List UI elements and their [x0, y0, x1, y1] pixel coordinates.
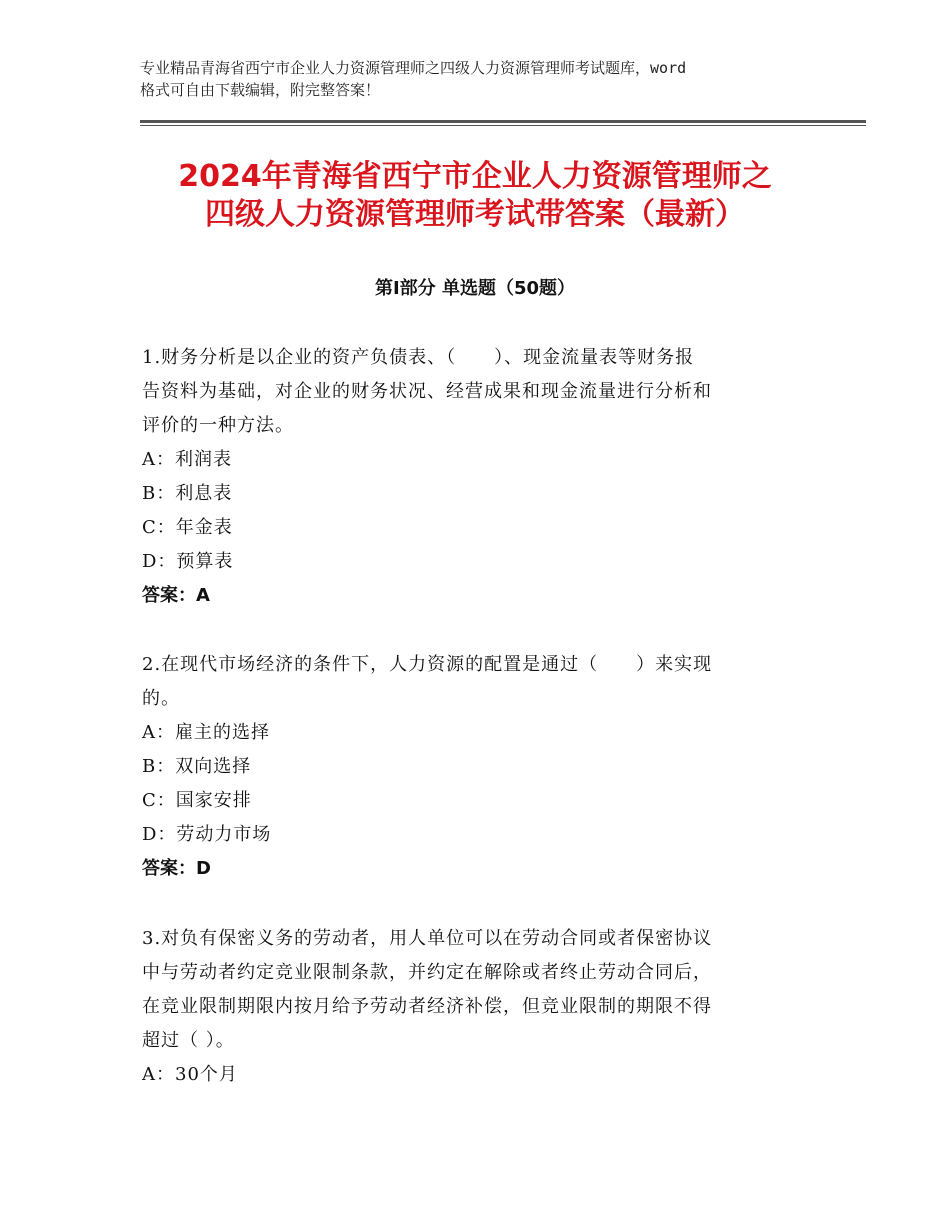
header-divider-thick: [140, 120, 866, 123]
option-a: A：利润表: [142, 449, 232, 470]
question-text-line: 中与劳动者约定竞业限制条款，并约定在解除或者终止劳动合同后，: [142, 962, 712, 983]
header-note-line-1: 专业精品青海省西宁市企业人力资源管理师之四级人力资源管理师考试题库，word: [140, 59, 687, 77]
question-3: [142, 922, 812, 1092]
answer-label: 答案：A: [142, 585, 210, 606]
question-text-line: 评价的一种方法。: [142, 415, 294, 436]
question-text-line: 超过（ ）。: [142, 1030, 235, 1051]
document-title-line-1: 2024年青海省西宁市企业人力资源管理师之: [178, 159, 772, 194]
question-1: [142, 341, 812, 613]
option-c: C：年金表: [142, 517, 233, 538]
option-d: D：预算表: [142, 551, 234, 572]
question-text-line: 在竞业限制期限内按月给予劳动者经济补偿，但竞业限制的期限不得: [142, 996, 712, 1017]
header-note: [140, 57, 840, 101]
answer-label: 答案：D: [142, 858, 211, 879]
header-note-line-2: 格式可自由下载编辑，附完整答案！: [140, 81, 381, 99]
option-a: A：30个月: [142, 1064, 238, 1085]
header-divider-thin: [140, 125, 866, 126]
document-title: [100, 158, 850, 234]
option-b: B：双向选择: [142, 756, 252, 777]
option-d: D：劳动力市场: [142, 824, 272, 845]
document-title-line-2: 四级人力资源管理师考试带答案（最新）: [205, 197, 745, 232]
question-text-line: 2.在现代市场经济的条件下，人力资源的配置是通过（ ）来实现: [142, 654, 713, 675]
option-a: A：雇主的选择: [142, 722, 270, 743]
question-2: [142, 648, 812, 886]
option-c: C：国家安排: [142, 790, 252, 811]
question-text-line: 告资料为基础，对企业的财务状况、经营成果和现金流量进行分析和: [142, 381, 712, 402]
section-heading: 第Ⅰ部分 单选题（50题）: [374, 278, 575, 299]
question-text-line: 1.财务分析是以企业的资产负债表、（ ）、现金流量表等财务报: [142, 347, 695, 368]
question-text-line: 的。: [142, 688, 180, 709]
option-b: B：利息表: [142, 483, 233, 504]
question-text-line: 3.对负有保密义务的劳动者，用人单位可以在劳动合同或者保密协议: [142, 928, 713, 949]
